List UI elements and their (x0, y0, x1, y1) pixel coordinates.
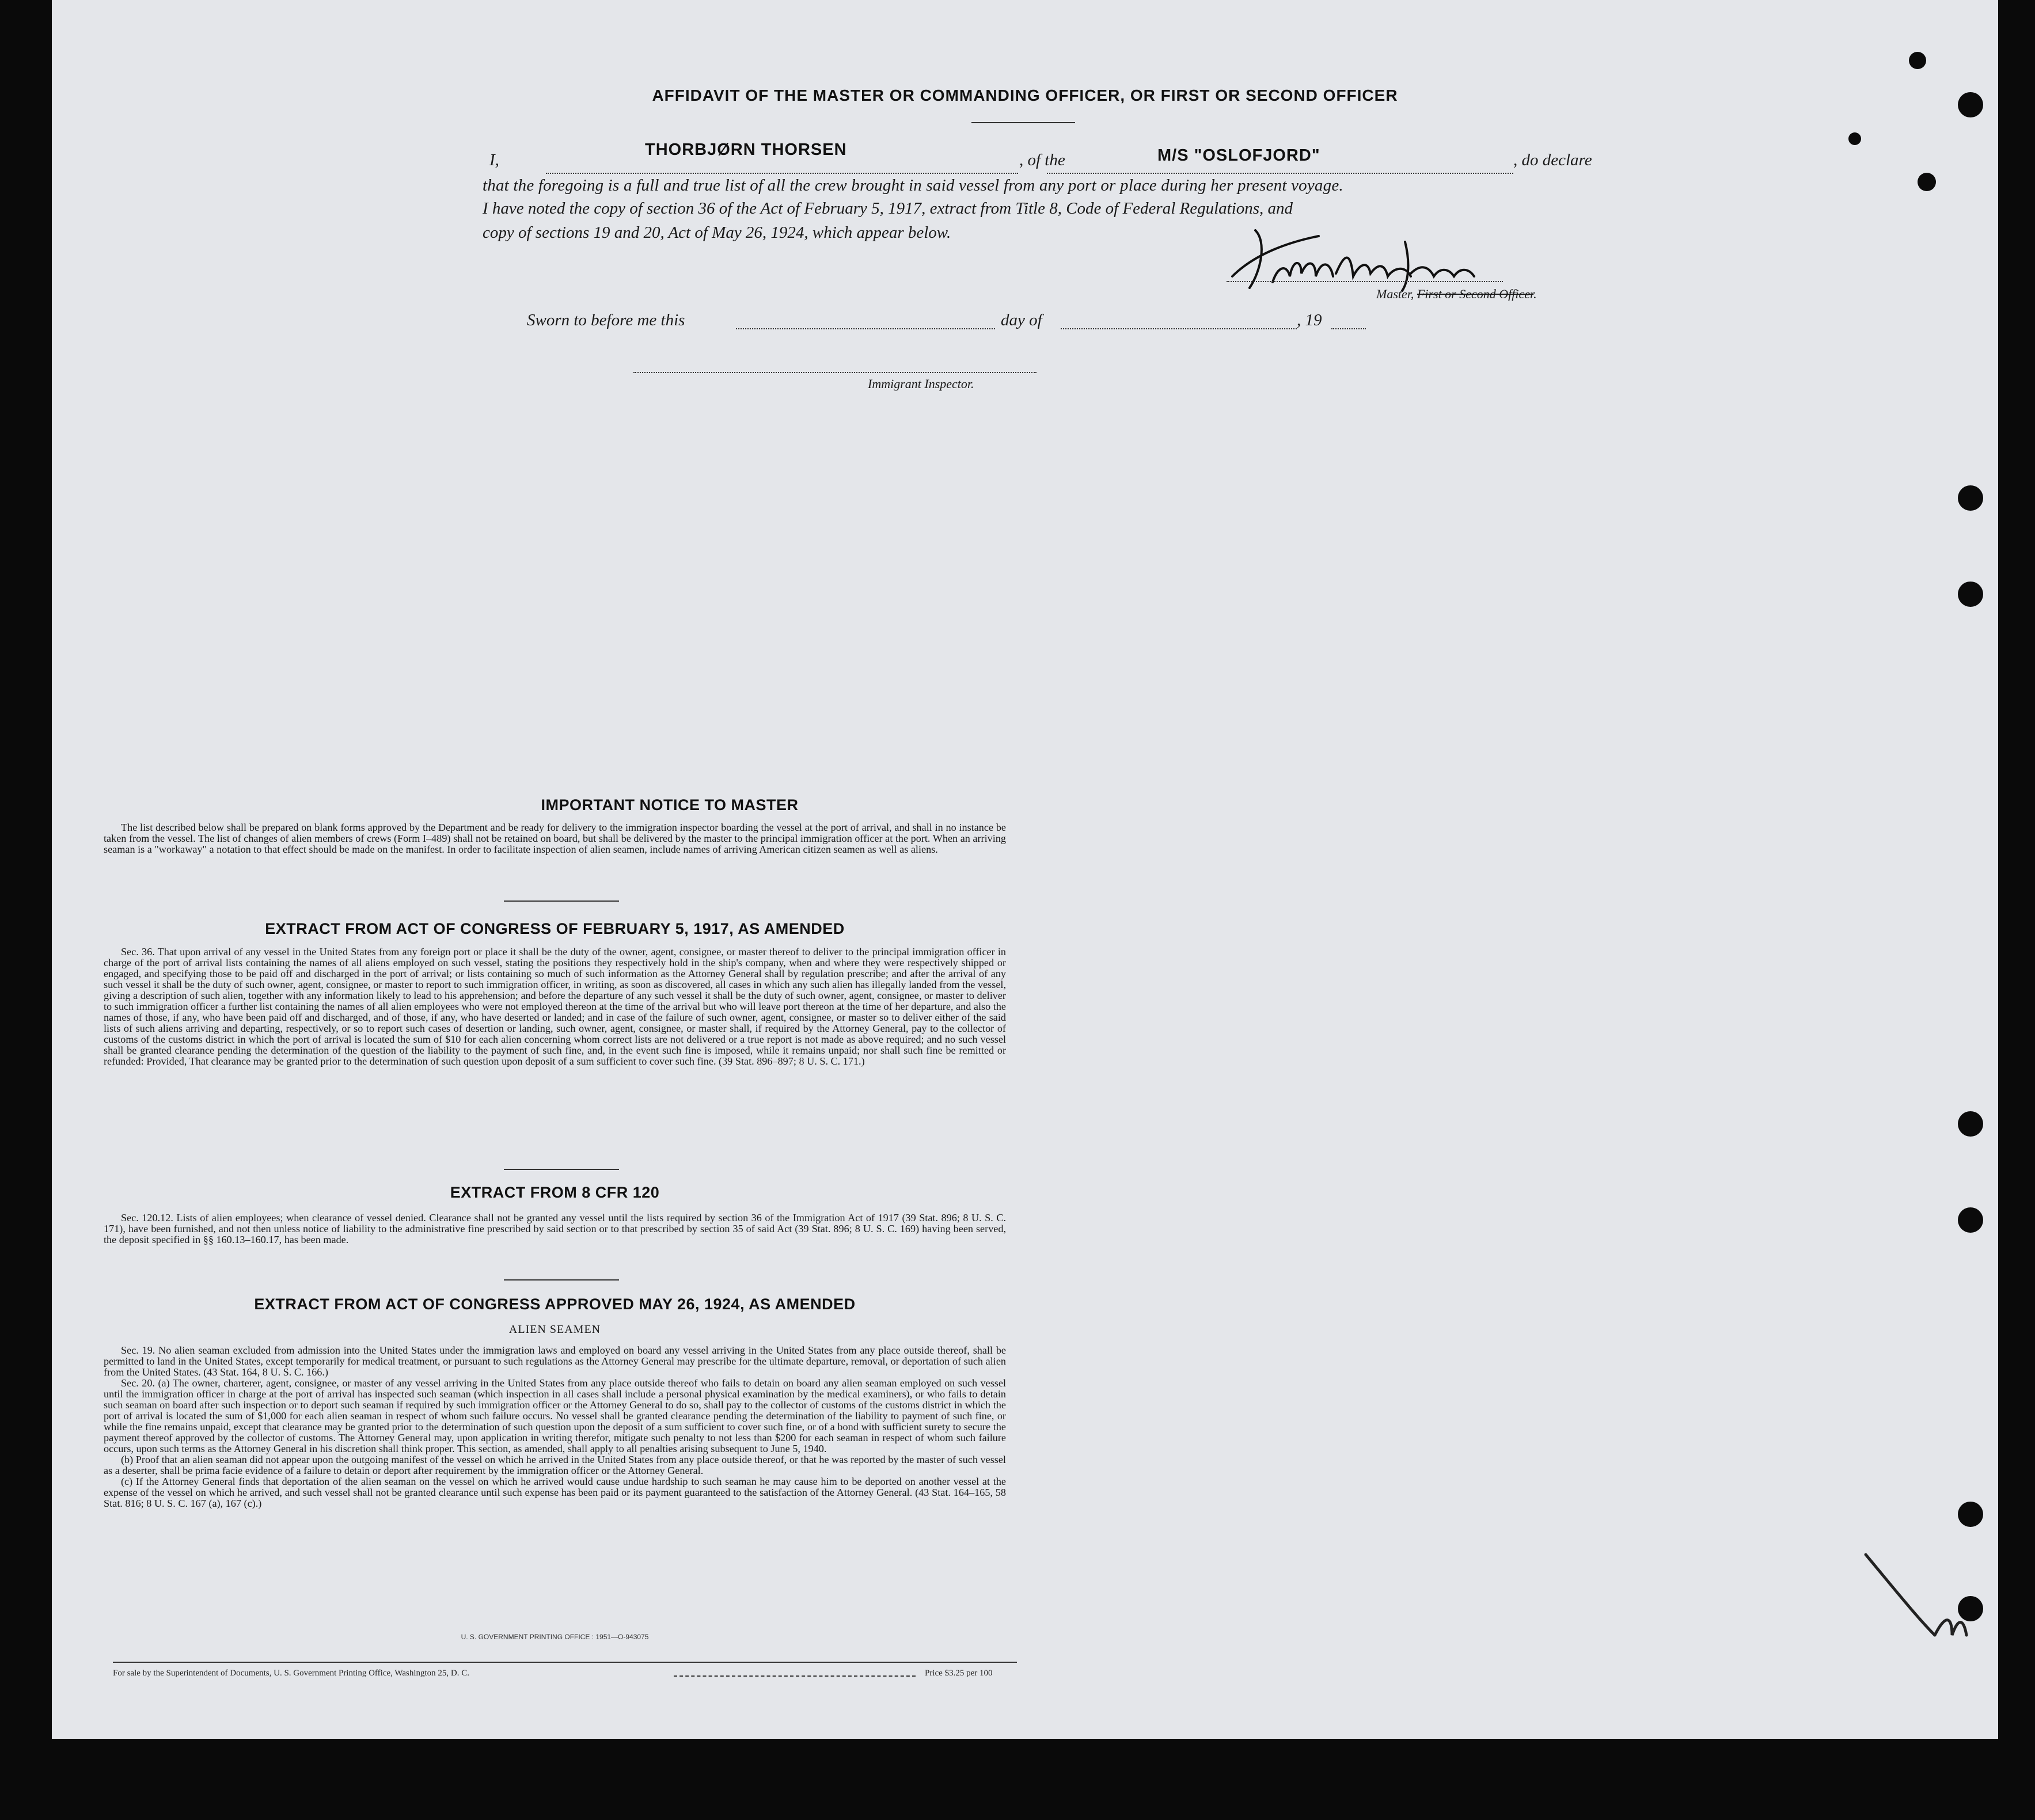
caption-end: . (1533, 287, 1537, 301)
title-divider (971, 122, 1075, 123)
vessel-name: M/S "OSLOFJORD" (1157, 146, 1320, 165)
binding-hole (1958, 1111, 1983, 1137)
section-20b: (b) Proof that an alien seaman did not appear upon the outgoing manifest of the vessel on which he arrived in the United States from any place outside thereof, or that he was reported by the master of such vessel as a deserter, shall be prima facie evidence of a failure to detain or deport after requirement by the immigration officer or the Attorney General. (104, 1454, 1006, 1476)
binding-hole (1958, 1207, 1983, 1233)
footer-rule (113, 1662, 1017, 1663)
affidavit-line-2: that the foregoing is a full and true list of all the crew brought in said vessel from any port or place during her present voyage. (483, 176, 1343, 195)
notice-divider (504, 900, 619, 902)
affidavit-line-3: I have noted the copy of section 36 of the Act of February 5, 1917, extract from Title 8, Code of Federal Regulations, and (483, 199, 1293, 218)
extract-1917-title: EXTRACT FROM ACT OF CONGRESS OF FEBRUARY 5, 1917, AS AMENDED (265, 920, 845, 937)
sale-notice: For sale by the Superintendent of Documents, U. S. Government Printing Office, Washington 25, D. C. (113, 1669, 469, 1678)
notice-title: IMPORTANT NOTICE TO MASTER (541, 796, 799, 814)
extract-1924-title: EXTRACT FROM ACT OF CONGRESS APPROVED MAY 26, 1924, AS AMENDED (254, 1295, 856, 1313)
binding-hole (1848, 132, 1861, 145)
section-20c: (c) If the Attorney General finds that deportation of the alien seaman on the vessel on which he arrived would cause undue hardship to such seaman he may cause him to be deported on another vessel at the expense of the vessel on which he arrived, and such vessel shall not be granted clearance until such expense has been paid or its payment guaranteed to the satisfaction of the Attorney General. (43 Stat. 164–165, 58 Stat. 816; 8 U. S. C. 167 (a), 167 (c).) (104, 1476, 1006, 1509)
gpo-imprint: U. S. GOVERNMENT PRINTING OFFICE : 1951—O-943075 (461, 1633, 649, 1641)
footer-leader (674, 1675, 916, 1677)
signature-caption (1376, 287, 1537, 302)
of-the-text: , of the (1019, 151, 1065, 169)
binding-hole (1958, 1502, 1983, 1527)
section-19: Sec. 19. No alien seaman excluded from admission into the United States under the immigration laws and employed on board any vessel arriving in the United States from any place outside thereof, shall be permitted to land in the United States, except temporarily for medical treatment, or pursuant to such regulations as the Attorney General may prescribe for the ultimate departure, removal, or deportation of such alien from the United States. (43 Stat. 164, 8 U. S. C. 166.) (104, 1344, 1006, 1378)
extract-1917-divider (504, 1169, 619, 1170)
affidavit-prefix: I, (489, 151, 499, 169)
sworn-date-line (736, 328, 995, 329)
price-notice: Price $3.25 per 100 (925, 1669, 993, 1678)
section-20a: Sec. 20. (a) The owner, charterer, agent, consignee, or master of any vessel arriving in the United States from any place outside thereof who fails to detain on board any alien seaman employed on such vessel until the immigration officer in charge at the port of arrival has inspected such seaman (which inspection in all cases shall include a personal physical examination by the medical examiners), or who fails to detain such seaman on board after such inspection or to deport such seaman if required by such immigration officer or the Attorney General to do so, shall pay to the collector of customs of the customs district in which the port of arrival is located the sum of $1,000 for each alien seaman in respect of whom such failure occurs. No vessel shall be granted clearance pending the determination of the liability to payment of such fine, or while the fine remains unpaid, except that clearance may be granted prior to the determination of such question upon the deposit of a sum sufficient to cover such fine, or of a bond with sufficient surety to secure the payment thereof approved by the collector of customs. The Attorney General may, upon application in writing therefor, mitigate such penalty to not less than $200 for each seaman in respect of whom such failure occurs, upon such terms as the Attorney General in his discretion shall think proper. This section, as amended, shall apply to all penalties arising subsequent to June 5, 1940. (104, 1377, 1006, 1454)
binding-hole (1958, 582, 1983, 607)
extract-1917-body: Sec. 36. That upon arrival of any vessel in the United States from any foreign port or place it shall be the duty of the owner, agent, consignee, or master thereof to deliver to the principal immigration officer in charge of the port of arrival lists containing the names of all aliens employed on such vessel, stating the positions they respectively hold in the ship's company, when and where they were respectively shipped or engaged, and specifying those to be paid off and discharged in the port of arrival; or lists containing so much of such information as the Attorney General shall by regulation prescribe; and after the arrival of any such vessel it shall be the duty of such owner, agent, consignee, or master to report to such immigration officer, in writing, as soon as discovered, all cases in which any such alien has illegally landed from the vessel, giving a description of such alien, together with any information likely to lead to his apprehension; and before the departure of any such vessel it shall be the duty of such owner, agent, consignee, or master to deliver to such immigration officer a further list containing the names of all alien employees who were not employed thereon at the time of the arrival but who will leave port thereon at the time of her departure, and also the names of those, if any, who have been paid off and discharged, and of those, if any, who have deserted or landed; and in case of the failure of such owner, agent, consignee, or master so to deliver either of the said lists of such aliens arriving and departing, respectively, or so to report such cases of desertion or landing, such owner, agent, consignee, or master shall, if required by the Attorney General, pay to the collector of customs of the customs district in which the port of arrival is located the sum of $10 for each alien concerning whom correct lists are not delivered or a true report is not made as above required; and no such vessel shall be granted clearance pending the determination of the question of the liability to the payment of such fine, and, in the event such fine is imposed, while it remains unpaid; nor shall such fine be remitted or refunded: Provided, That clearance may be granted prior to the determination of such question upon deposit of a sum sufficient to cover such fine. (39 Stat. 896–897; 8 U. S. C. 171.) (104, 946, 1006, 1067)
pencil-mark (1860, 1543, 1987, 1658)
binding-hole (1958, 485, 1983, 511)
officer-name-line (546, 173, 1018, 174)
extract-cfr-title: EXTRACT FROM 8 CFR 120 (450, 1184, 660, 1201)
affidavit-title: AFFIDAVIT OF THE MASTER OR COMMANDING OFFICER, OR FIRST OR SECOND OFFICER (652, 86, 1398, 104)
sworn-prefix: Sworn to before me this (527, 311, 685, 329)
document-page (52, 0, 1998, 1739)
signature-line (1227, 281, 1503, 282)
inspector-signature-line (633, 372, 1037, 373)
extract-cfr-body: Sec. 120.12. Lists of alien employees; when clearance of vessel denied. Clearance shall not be granted any vessel until the lists required by section 36 of the Immigration Act of 1917 (39 Stat. 896; 8 U. S. C. 171), have been furnished, and not then unless notice of liability to the administrative fine prescribed by said section or to that prescribed by section 35 of said Act (39 Stat. 896; 8 U. S. C. 169) having been served, the deposit specified in §§ 160.13–160.17, has been made. (104, 1212, 1006, 1245)
binding-hole (1918, 173, 1936, 191)
binding-hole (1958, 92, 1983, 117)
binding-hole (1909, 52, 1926, 69)
inspector-caption: Immigrant Inspector. (868, 377, 974, 391)
sworn-day-of: day of (1001, 311, 1042, 329)
do-declare-text: , do declare (1513, 151, 1592, 169)
extract-1924-body (104, 1345, 1006, 1509)
vessel-name-line (1047, 173, 1513, 174)
affidavit-line-4: copy of sections 19 and 20, Act of May 26, 1924, which appear below. (483, 223, 951, 242)
caption-master: Master, (1376, 287, 1414, 301)
caption-struck-officer: First or Second Officer (1417, 287, 1534, 301)
sworn-year-line (1331, 328, 1366, 329)
sworn-month-line (1061, 328, 1297, 329)
sworn-year: , 19 (1297, 311, 1322, 329)
notice-body: The list described below shall be prepared on blank forms approved by the Department and be ready for delivery to the immigration inspector boarding the vessel at the port of arrival, and shall in no instance be taken from the vessel. The list of changes of alien members of crews (Form I–489) shall not be retained on board, but shall be delivered by the master to the principal immigration officer at the port. When an arriving seaman is a "workaway" a notation to that effect should be made on the manifest. In order to facilitate inspection of alien seamen, include names of arriving American citizen seamen as well as aliens. (104, 822, 1006, 855)
officer-name: THORBJØRN THORSEN (645, 140, 847, 159)
extract-cfr-divider (504, 1279, 619, 1281)
alien-seamen-subtitle: ALIEN SEAMEN (508, 1323, 601, 1336)
